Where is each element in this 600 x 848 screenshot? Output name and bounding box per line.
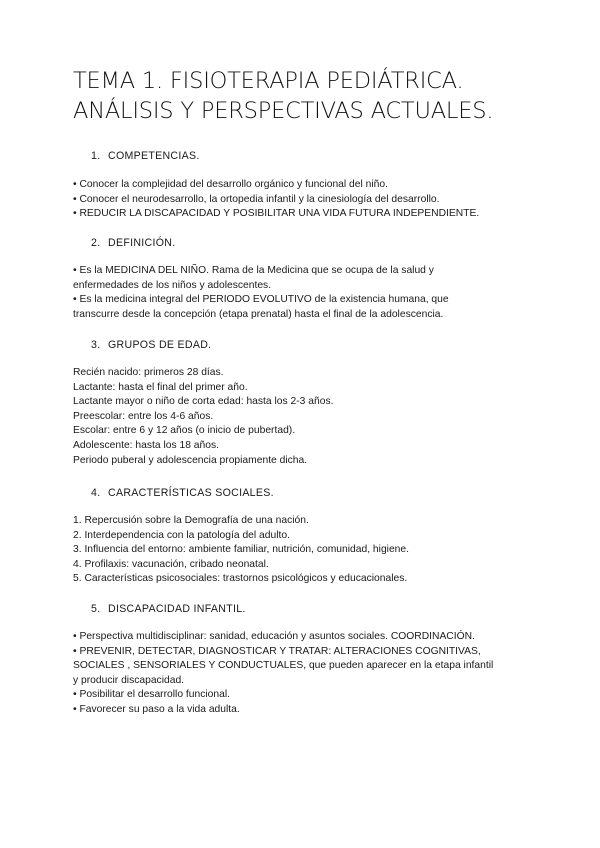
section-heading-definicion	[91, 237, 175, 249]
section-body-caracteristicas-sociales	[73, 514, 543, 587]
section-heading-caracteristicas-sociales	[91, 487, 274, 499]
section-heading-grupos-de-edad	[91, 339, 211, 351]
section-title: COMPETENCIAS.	[108, 150, 200, 162]
body-line: 5. Características psicosociales: trastornos psicológicos y educacionales.	[73, 573, 408, 585]
body-line: • Es la MEDICINA DEL NIÑO. Rama de la Medicina que se ocupa de la salud y	[73, 265, 434, 276]
body-line: 2. Interdependencia con la patología del adulto.	[73, 529, 290, 541]
body-line: • Posibilitar el desarrollo funcional.	[73, 689, 230, 701]
body-line: • Conocer la complejidad del desarrollo orgánico y funcional del niño.	[73, 179, 388, 190]
section-title: CARACTERÍSTICAS SOCIALES.	[108, 487, 274, 499]
body-line: Lactante mayor o niño de corta edad: hasta los 2-3 años.	[73, 396, 334, 408]
section-heading-competencias	[91, 150, 200, 162]
body-line: • Es la medicina integral del PERIODO EVOLUTIVO de la existencia humana, que	[73, 294, 449, 306]
body-line: enfermedades de los niños y adolescentes.	[73, 279, 272, 291]
section-body-discapacidad-infantil	[73, 630, 543, 718]
body-line: Periodo puberal y adolescencia propiamente dicha.	[73, 454, 308, 466]
section-number: 1.	[91, 150, 101, 162]
document-title-line-2: ANÁLISIS Y PERSPECTIVAS ACTUALES.	[73, 98, 494, 124]
body-line: Preescolar: entre los 4-6 años.	[73, 410, 214, 422]
section-number: 5.	[91, 603, 101, 615]
body-line: y producir discapacidad.	[73, 674, 185, 686]
body-line: 1. Repercusión sobre la Demografía de una nación.	[73, 515, 309, 526]
section-body-definicion	[73, 264, 543, 322]
body-line: • Favorecer su paso a la vida adulta.	[73, 703, 240, 715]
body-line: transcurre desde la concepción (etapa prenatal) hasta el final de la adolescencia.	[73, 308, 444, 320]
body-line: 4. Profilaxis: vacunación, cribado neonatal.	[73, 558, 269, 570]
body-line: 3. Influencia del entorno: ambiente familiar, nutrición, comunidad, higiene.	[73, 544, 409, 556]
body-line: Escolar: entre 6 y 12 años (o inicio de pubertad).	[73, 425, 296, 437]
section-title: GRUPOS DE EDAD.	[108, 339, 212, 351]
body-line: Adolescente: hasta los 18 años.	[73, 439, 219, 451]
body-line: • Perspectiva multidisciplinar: sanidad, educación y asuntos sociales. COORDINACIÓN.	[73, 631, 475, 642]
section-heading-discapacidad-infantil	[91, 603, 246, 615]
body-line: Lactante: hasta el final del primer año.	[73, 381, 248, 393]
body-line: • REDUCIR LA DISCAPACIDAD Y POSIBILITAR UNA VIDA FUTURA INDEPENDIENTE.	[73, 208, 480, 220]
body-line: Recién nacido: primeros 28 días.	[73, 367, 224, 378]
section-number: 2.	[91, 237, 101, 249]
section-title: DISCAPACIDAD INFANTIL.	[108, 603, 246, 615]
document-title	[73, 66, 573, 126]
section-number: 3.	[91, 339, 101, 351]
body-line: SOCIALES , SENSORIALES Y CONDUCTUALES, que pueden aparecer en la etapa infantil	[73, 660, 494, 672]
section-body-competencias	[73, 178, 543, 222]
body-line: • Conocer el neurodesarrollo, la ortopedia infantil y la cinesiología del desarrollo.	[73, 193, 440, 205]
document-title-line-1: TEMA 1. FISIOTERAPIA PEDIÁTRICA.	[73, 68, 464, 94]
section-body-grupos-de-edad	[73, 366, 543, 468]
body-line: • PREVENIR, DETECTAR, DIAGNOSTICAR Y TRATAR: ALTERACIONES COGNITIVAS,	[73, 645, 481, 657]
section-number: 4.	[91, 487, 101, 499]
section-title: DEFINICIÓN.	[108, 237, 176, 249]
